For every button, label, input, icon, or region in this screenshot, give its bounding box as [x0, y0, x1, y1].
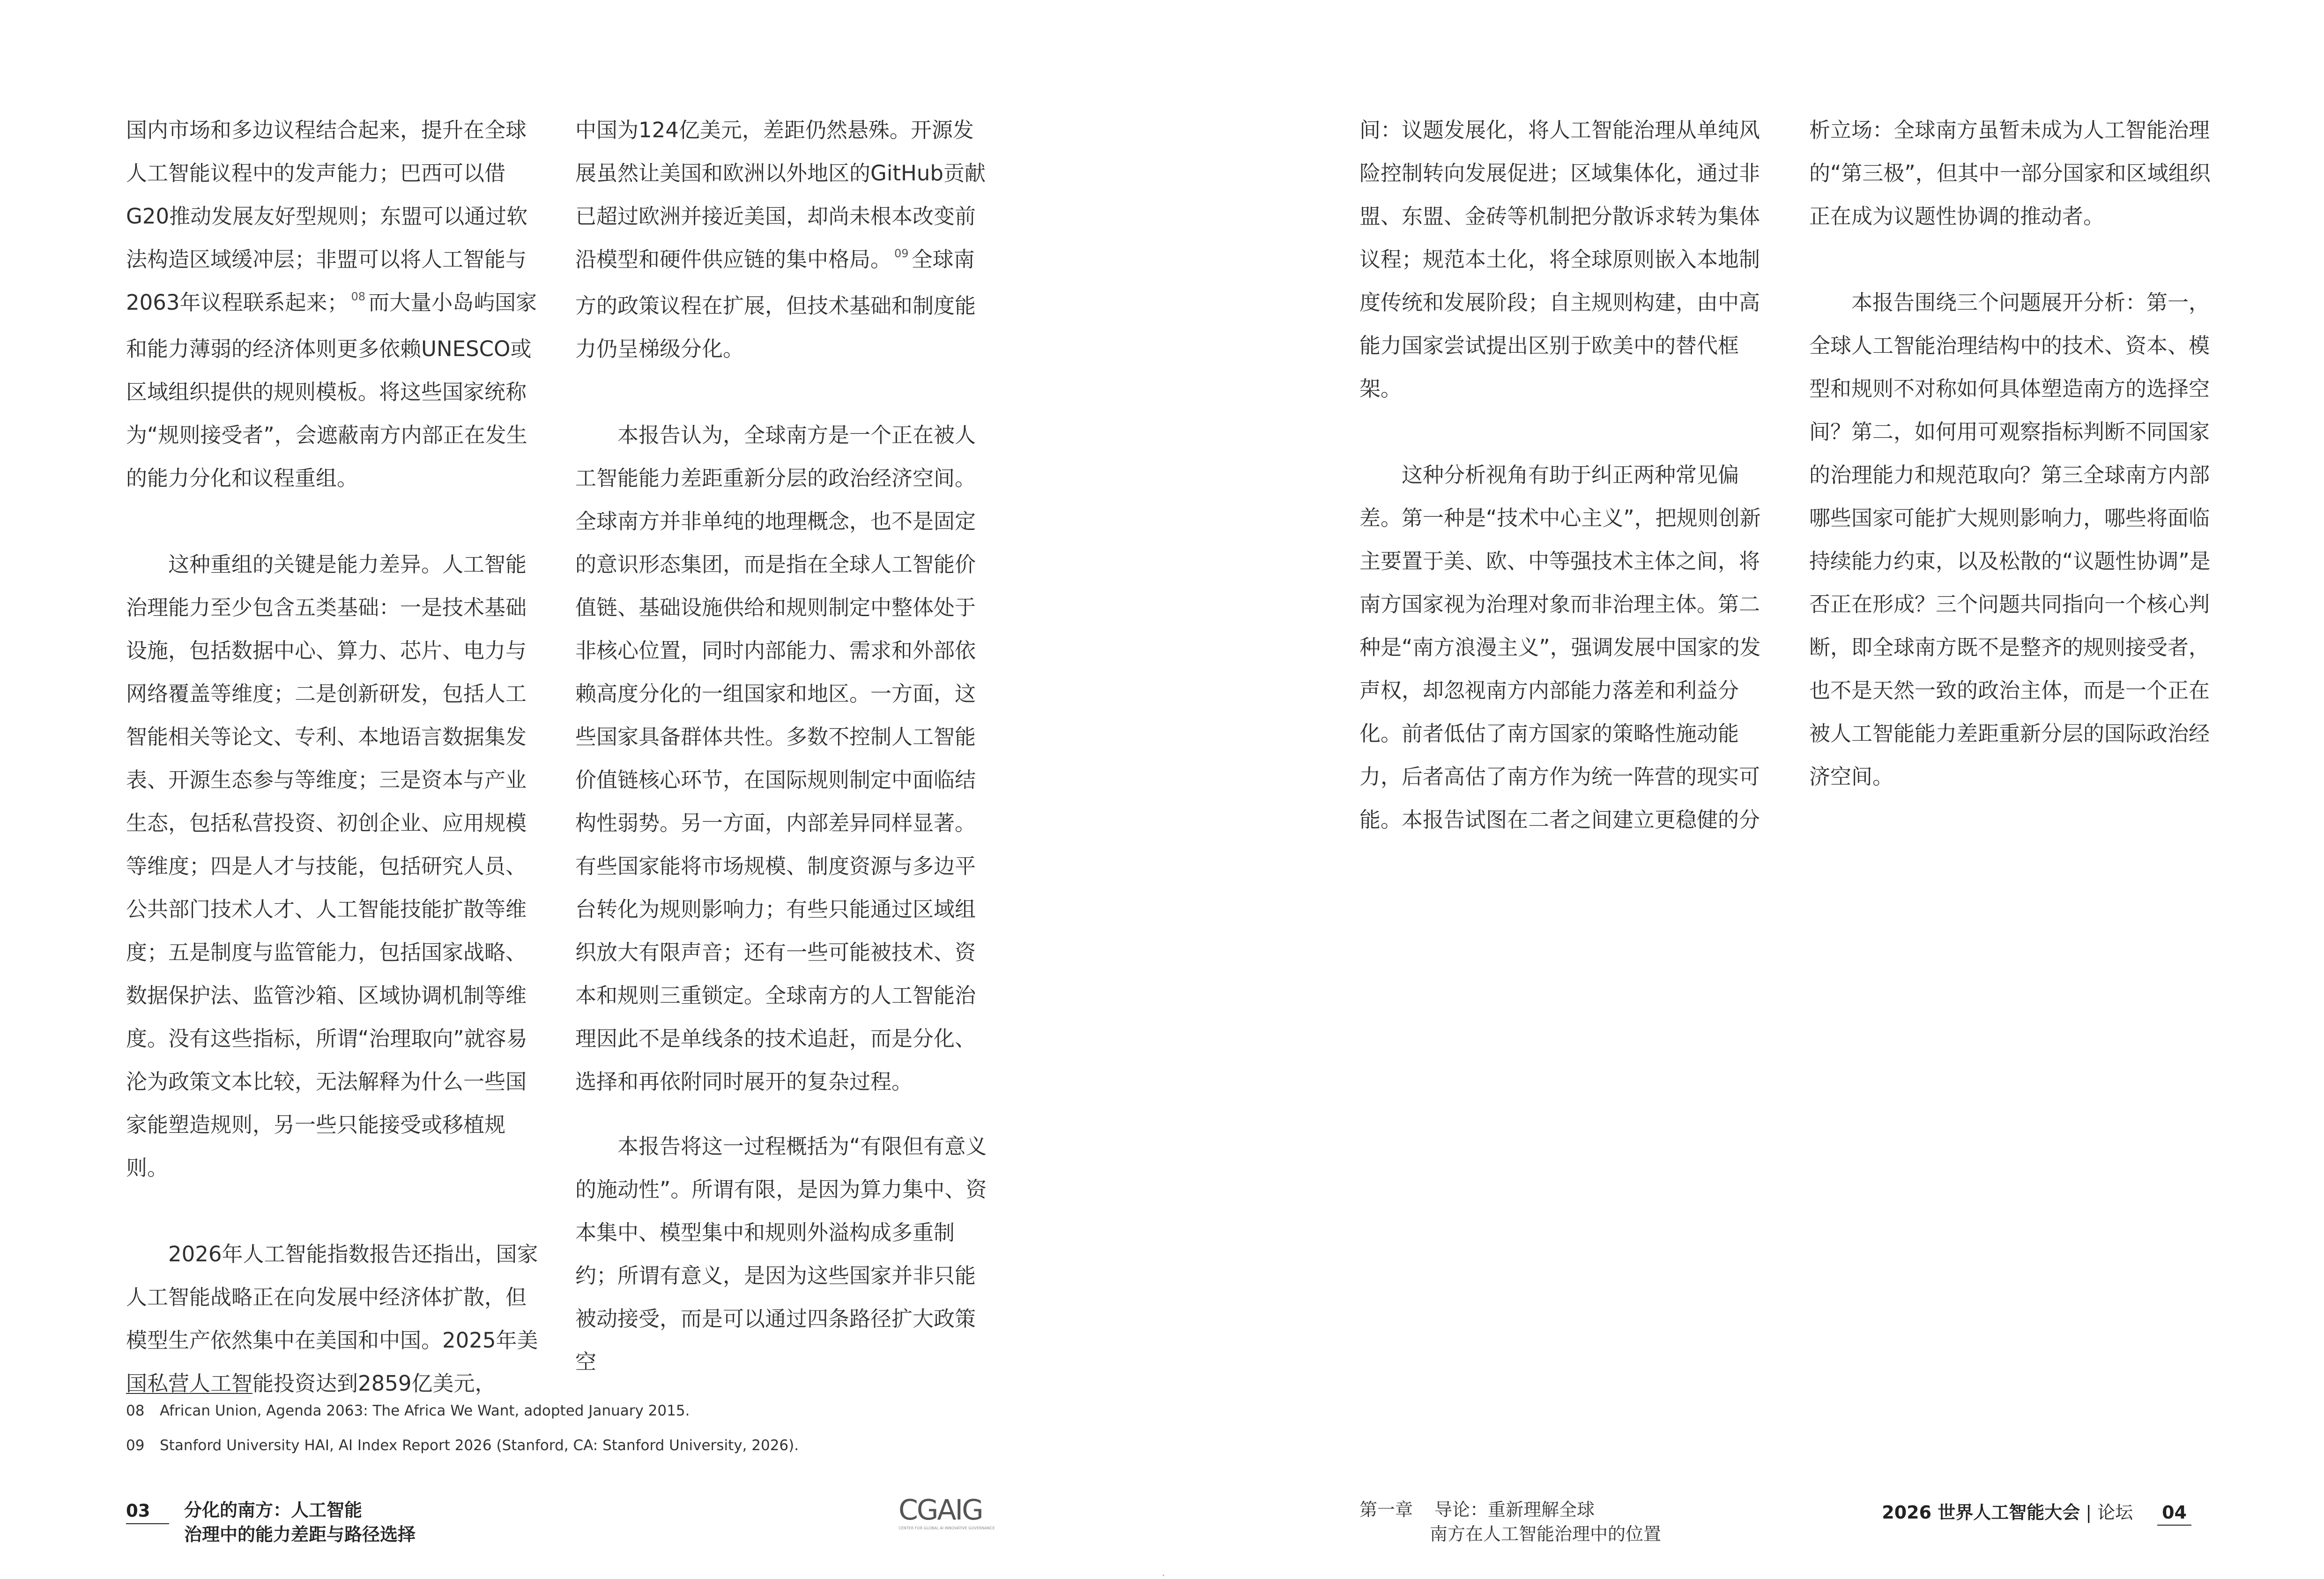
- paragraph: 间：议题发展化，将人工智能治理从单纯风险控制转向发展促进；区域集体化，通过非盟、东盟、金砖等机制把分散诉求转为集体议程；规范本土化，将全球原则嵌入本地制度传统和发展阶段；自主规则构建，由中高能力国家尝试提出区别于欧美中的替代框架。: [1359, 118, 1760, 401]
- footer-separator: |: [2086, 1502, 2092, 1523]
- conference-name: 2026 世界人工智能大会: [1882, 1502, 2080, 1523]
- left-page-column-2: [575, 109, 990, 1384]
- footnote: [126, 1402, 690, 1419]
- paragraph-text: 国内市场和多边议程结合起来，提升在全球人工智能议程中的发声能力；巴西可以借G20推动发展友好型规则；东盟可以通过软法构造区域缓冲层；非盟可以将人工智能与2063年议程联系起来；: [126, 118, 528, 315]
- paragraph: 析立场：全球南方虽暂未成为人工智能治理的“第三极”，但其中一部分国家和区域组织正在成为议题性协调的推动者。: [1809, 118, 2211, 229]
- running-title-line: 治理中的能力差距与路径选择: [184, 1524, 416, 1545]
- paragraph-text: 全球南方的政策议程在扩展，但技术基础和制度能力仍呈梯级分化。: [575, 247, 976, 361]
- paragraph: 这种分析视角有助于纠正两种常见偏差。第一种是“技术中心主义”，把规则创新主要置于美、欧、中等强技术主体之间，将南方国家视为治理对象而非治理主体。第二种是“南方浪漫主义”，强调发展中国家的发声权，却忽视南方内部能力落差和利益分化。前者低估了南方国家的策略性施动能力，后者高估了南方作为统一阵营的现实可能。本报告试图在二者之间建立更稳健的分: [1359, 462, 1761, 832]
- chapter-title-line: 导论：重新理解全球: [1434, 1499, 1595, 1520]
- page-number-left: [126, 1501, 150, 1521]
- footnote-number: 09: [126, 1437, 145, 1454]
- fold-mark: •: [1162, 1572, 1166, 1579]
- paragraph: [575, 109, 990, 371]
- chapter-label: 第一章: [1359, 1499, 1413, 1520]
- chapter-heading: [1359, 1497, 1661, 1546]
- footnote-text: African Union, Agenda 2063: The Africa We Want, adopted January 2015.: [160, 1402, 690, 1419]
- footnote-reference[interactable]: 08: [351, 290, 366, 303]
- page-number-right: [2162, 1502, 2187, 1523]
- paragraph-text: 而大量小岛屿国家和能力薄弱的经济体则更多依赖UNESCO或区域组织提供的规则模板。将这些国家统称为“规则接受者”，会遮蔽南方内部正在发生的能力分化和议程重组。: [126, 290, 537, 491]
- paragraph: [126, 109, 541, 500]
- paragraph: 本报告认为，全球南方是一个正在被人工智能能力差距重新分层的政治经济空间。全球南方并非单纯的地理概念，也不是固定的意识形态集团，而是指在全球人工智能价值链、基础设施供给和规则制定中整体处于非核心位置，同时内部能力、需求和外部依赖高度分化的一组国家和地区。一方面，这些国家具备群体共性。多数不控制人工智能价值链核心环节，在国际规则制定中面临结构性弱势。另一方面，内部差异同样显著。有些国家能将市场规模、制度资源与多边平台转化为规则影响力；有些只能通过区域组织放大有限声音；还有一些可能被技术、资本和规则三重锁定。全球南方的人工智能治理因此不是单线条的技术追赶，而是分化、选择和再依附同时展开的复杂过程。: [575, 423, 976, 1094]
- right-page-column-1: [1359, 109, 1774, 842]
- paragraph-text: 中国为124亿美元，差距仍然悬殊。开源发展虽然让美国和欧洲以外地区的GitHub贡献已超过欧洲并接近美国，却尚未根本改变前沿模型和硬件供应链的集中格局。: [575, 118, 986, 272]
- running-title-line: 分化的南方：人工智能: [184, 1500, 363, 1520]
- paragraph: 2026年人工智能指数报告还指出，国家人工智能战略正在向发展中经济体扩散，但模型生产依然集中在美国和中国。2025年美国私营人工智能投资达到2859亿美元，: [126, 1242, 538, 1396]
- footnote-divider: [126, 1393, 252, 1394]
- footnote-reference[interactable]: 09: [894, 247, 909, 260]
- cgaig-logo: CGAIG: [898, 1494, 982, 1527]
- chapter-title-line: 南方在人工智能治理中的位置: [1430, 1524, 1662, 1544]
- page-number-text: 03: [126, 1501, 150, 1521]
- page-number-text: 04: [2162, 1502, 2187, 1523]
- running-title: [184, 1498, 416, 1547]
- paragraph: 这种重组的关键是能力差异。人工智能治理能力至少包含五类基础：一是技术基础设施，包括数据中心、算力、芯片、电力与网络覆盖等维度；二是创新研发，包括人工智能相关等论文、专利、本地语言数据集发表、开源生态参与等维度；三是资本与产业生态，包括私营投资、初创企业、应用规模等维度；四是人才与技能，包括研究人员、公共部门技术人才、人工智能技能扩散等维度；五是制度与监管能力，包括国家战略、数据保护法、监管沙箱、区域协调机制等维度。没有这些指标，所谓“治理取向”就容易沦为政策文本比较，无法解释为什么一些国家能塑造规则，另一些只能接受或移植规则。: [126, 552, 527, 1180]
- page-number-underline: [2157, 1525, 2191, 1526]
- page-number-underline: [126, 1523, 169, 1524]
- footnote-number: 08: [126, 1402, 145, 1419]
- cgaig-logo-subtext: CENTER FOR GLOBAL AI INNOVATIVE GOVERNANCE: [898, 1526, 995, 1530]
- paragraph: 本报告围绕三个问题展开分析：第一，全球人工智能治理结构中的技术、资本、模型和规则不对称如何具体塑造南方的选择空间？第二，如何用可观察指标判断不同国家的治理能力和规范取向？第三全球南方内部哪些国家可能扩大规则影响力，哪些将面临持续能力约束，以及松散的“议题性协调”是否正在形成？三个问题共同指向一个核心判断，即全球南方既不是整齐的规则接受者，也不是天然一致的政治主体，而是一个正在被人工智能能力差距重新分层的国际政治经济空间。: [1809, 290, 2211, 789]
- paragraph: 本报告将这一过程概括为“有限但有意义的施动性”。所谓有限，是因为算力集中、资本集中、模型集中和规则外溢构成多重制约；所谓有意义，是因为这些国家并非只能被动接受，而是可以通过四条路径扩大政策空: [575, 1134, 987, 1374]
- conference-footer: [1882, 1498, 2187, 1524]
- footnote: [126, 1437, 799, 1454]
- section-name: 论坛: [2097, 1502, 2133, 1523]
- right-page-column-2: [1809, 109, 2224, 798]
- footnote-text: Stanford University HAI, AI Index Report 2026 (Stanford, CA: Stanford University, 2026).: [160, 1437, 799, 1454]
- left-page-column-1: [126, 109, 541, 1405]
